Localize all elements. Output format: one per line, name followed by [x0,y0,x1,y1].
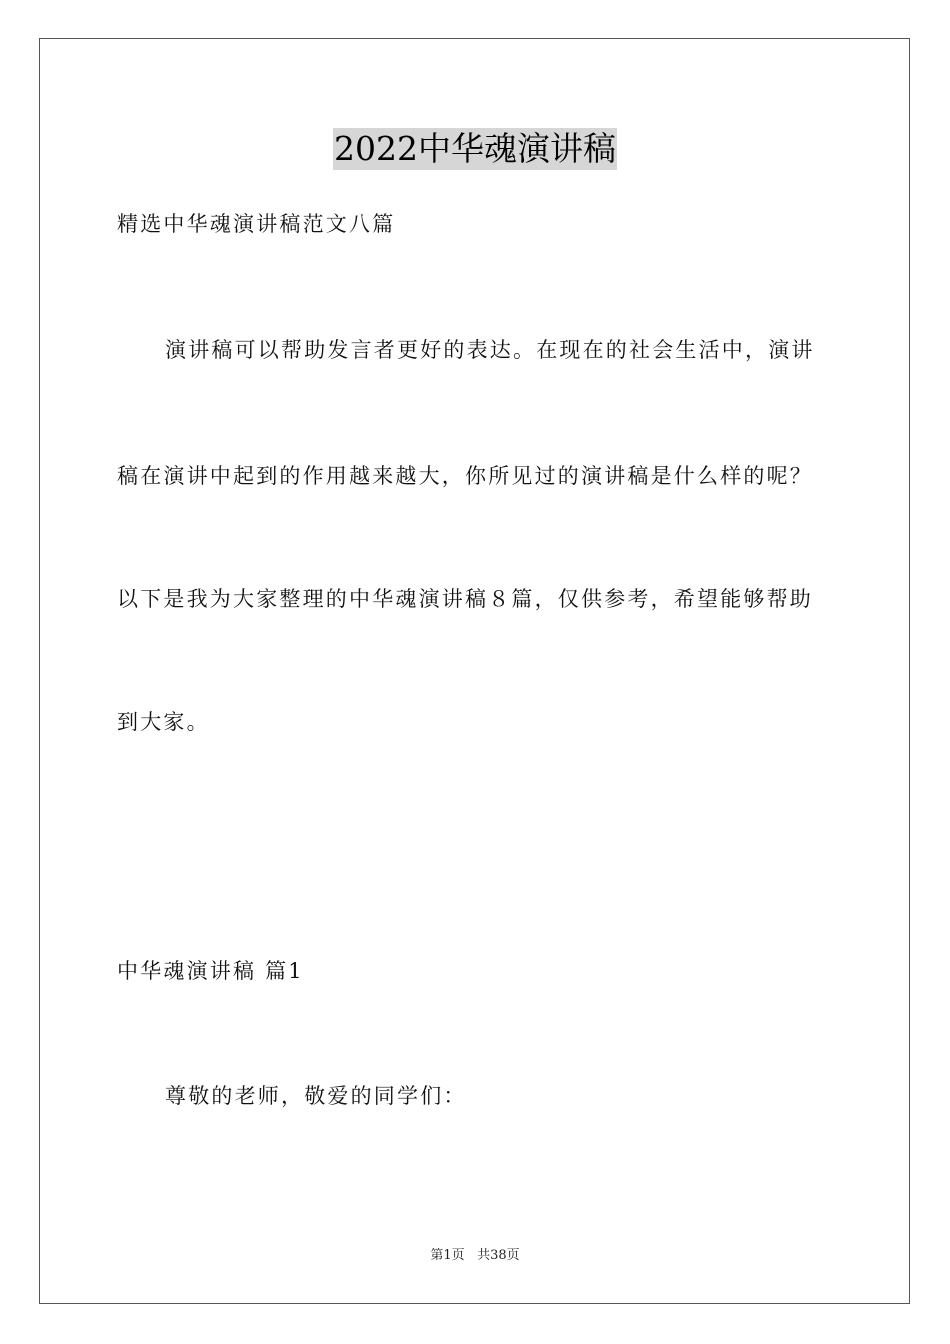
intro-line-4: 到大家。 [117,710,210,734]
document-title: 2022中华魂演讲稿 [334,129,616,168]
document-subtitle: 精选中华魂演讲稿范文八篇 [117,212,396,236]
intro-line-3: 以下是我为大家整理的中华魂演讲稿８篇，仅供参考，希望能够帮助 [117,587,813,611]
intro-line-2: 稿在演讲中起到的作用越来越大，你所见过的演讲稿是什么样的呢？ [117,464,813,488]
title-container [0,128,950,170]
footer-page-number: 第1页 [430,1248,465,1263]
section-heading: 中华魂演讲稿 篇1 [117,959,304,983]
footer-total-pages: 共38页 [477,1248,520,1263]
page-footer [0,1247,950,1265]
salutation: 尊敬的老师，敬爱的同学们： [165,1084,467,1108]
intro-line-1: 演讲稿可以帮助发言者更好的表达。在现在的社会生活中，演讲 [165,338,815,362]
